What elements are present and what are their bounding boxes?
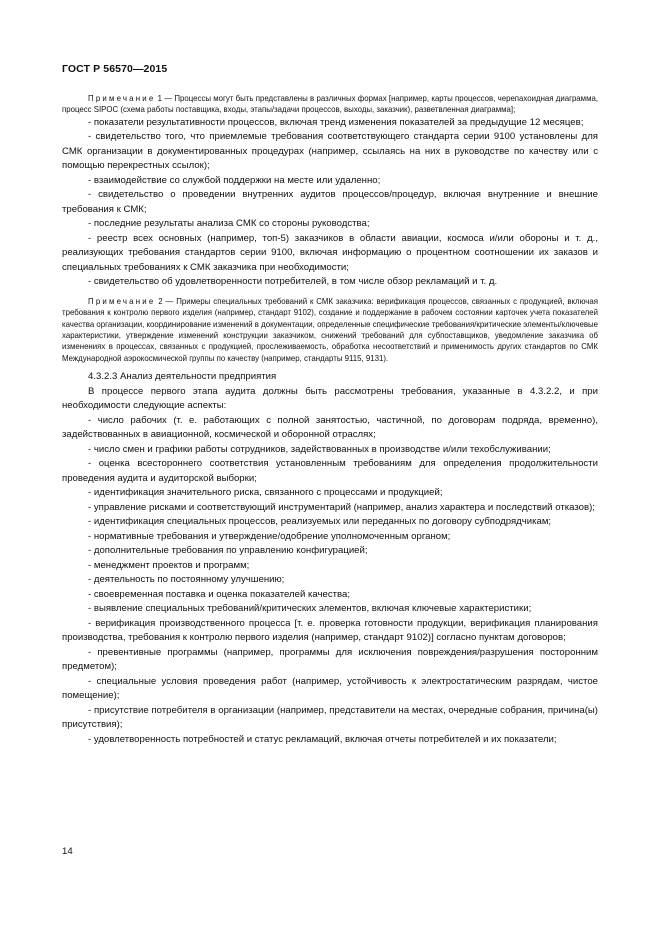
list-item: - взаимодействие со службой поддержки на месте или удаленно; bbox=[88, 174, 381, 186]
list-item: - свидетельство того, что приемлемые требования соответствующего стандарта серии 9100 установлены для СМК организации в документированных процедурах (например, ссылаясь на них в руководстве по качеству или с помощью перекрестных ссылок); bbox=[62, 131, 598, 172]
document-header: ГОСТ Р 56570—2015 bbox=[62, 63, 168, 75]
list-item: - число смен и графики работы сотрудников, задействованных в производстве и/или техобслуживании; bbox=[88, 443, 551, 455]
note-2-text: 2 — Примеры специальных требований к СМК заказчика: верификация процессов, связанных с продукцией, включая требования к контролю первого изделия (например, стандарт 9102), создание и поддержание в рабочем состоянии карточек учета показателей качества организации, координирование изменений в документации, определенные специфические требования/критические элементы/ключевые характеристики, утверждение изменений конструкции заказчиком, снижений требований для субпоставщиков, уведомление заказчика об изменениях в процессах, связанных с продукцией, прослеживаемость, обработка несоответствий и применимость других стандартов по СМК Международной аэрокосмической группы по качеству (например, стандарты 9115, 9131). bbox=[62, 296, 598, 363]
list-item: - идентификация специальных процессов, реализуемых или переданных по договору субподрядчикам; bbox=[88, 516, 552, 528]
list-item: - число рабочих (т. е. работающих с полной занятостью, частичной, по договорам подряда, временно), задействованных в авиационной, космической и оборонной отраслях; bbox=[62, 414, 598, 441]
list-item: - реестр всех основных (например, топ-5) заказчиков в области авиации, космоса и/или обороны и т. д., реализующих требования стандартов серии 9100, включая информацию о процентном соотношении их заказов и специальных требованиях к СМК заказчика при необходимости; bbox=[62, 232, 598, 273]
list-item: - управление рисками и соответствующий инструментарий (например, анализ характера и последствий отказов); bbox=[88, 501, 595, 513]
list-item: - превентивные программы (например, программы для исключения повреждения/разрушения посторонним предметом); bbox=[62, 646, 598, 673]
list-item: - своевременная поставка и оценка показателей качества; bbox=[88, 588, 351, 600]
list-item: - свидетельство о проведении внутренних аудитов процессов/процедур, включая внутренние и внешние требования к СМК; bbox=[62, 189, 598, 215]
list-item: - менеджмент проектов и программ; bbox=[88, 559, 250, 571]
list-item: - дополнительные требования по управлению конфигурацией; bbox=[88, 545, 368, 557]
section-intro: В процессе первого этапа аудита должны быть рассмотрены требования, указанные в 4.3.2.2, и при необходимости следующие аспекты: bbox=[62, 385, 598, 412]
list-item: - последние результаты анализа СМК со стороны руководства; bbox=[88, 218, 370, 230]
list-item: - свидетельство об удовлетворенности потребителей, в том числе обзор рекламаций и т. д. bbox=[88, 276, 498, 288]
list-item: - присутствие потребителя в организации (например, представители на местах, очередные собрания, причина(ы) присутствия); bbox=[62, 704, 598, 731]
section-heading: 4.3.2.3 Анализ деятельности предприятия bbox=[88, 371, 277, 383]
list-item: - оценка всестороннего соответствия установленным требованиям для определения продолжительности проведения аудита и аудиторской выборки; bbox=[62, 458, 598, 484]
list-1 bbox=[62, 116, 598, 290]
note-1-label: Примечание bbox=[88, 94, 156, 103]
list-item: - деятельность по постоянному улучшению; bbox=[88, 574, 285, 586]
list-2 bbox=[62, 414, 598, 748]
list-item: - нормативные требования и утверждение/одобрение уполномоченным органом; bbox=[88, 530, 451, 542]
note-2-label: Примечание bbox=[88, 296, 156, 306]
list-item: - показатели результативности процессов, включая тренд изменения показателей за предыдущие 12 месяцев; bbox=[88, 116, 584, 128]
list-item: - специальные условия проведения работ (например, устойчивость к электростатическим разрядам, чистое помещение); bbox=[62, 675, 598, 702]
list-item: - выявление специальных требований/критических элементов, включая ключевые характеристики; bbox=[88, 603, 532, 615]
note-1-text: 1 — Процессы могут быть представлены в различных формах [например, карты процессов, черепахоидная диаграмма, процесс SIPOC (схема работы поставщика, входы, этапы/задачи процессов, выходы, заказчик), разветвленная диаграмма]; bbox=[62, 94, 598, 115]
note-2 bbox=[62, 296, 598, 364]
list-item: - идентификация значительного риска, связанного с процессами и продукцией; bbox=[88, 487, 443, 499]
note-1 bbox=[62, 93, 598, 116]
list-item: - верификация производственного процесса [т. е. проверка готовности продукции, верификация планирования производства, требования к контролю первого изделия (например, стандарт 9102)] согласно пунктам договоров; bbox=[62, 617, 598, 644]
page-number: 14 bbox=[62, 846, 73, 857]
page-body bbox=[62, 93, 598, 747]
list-item: - удовлетворенность потребностей и статус рекламаций, включая отчеты потребителей и их показатели; bbox=[88, 733, 557, 745]
